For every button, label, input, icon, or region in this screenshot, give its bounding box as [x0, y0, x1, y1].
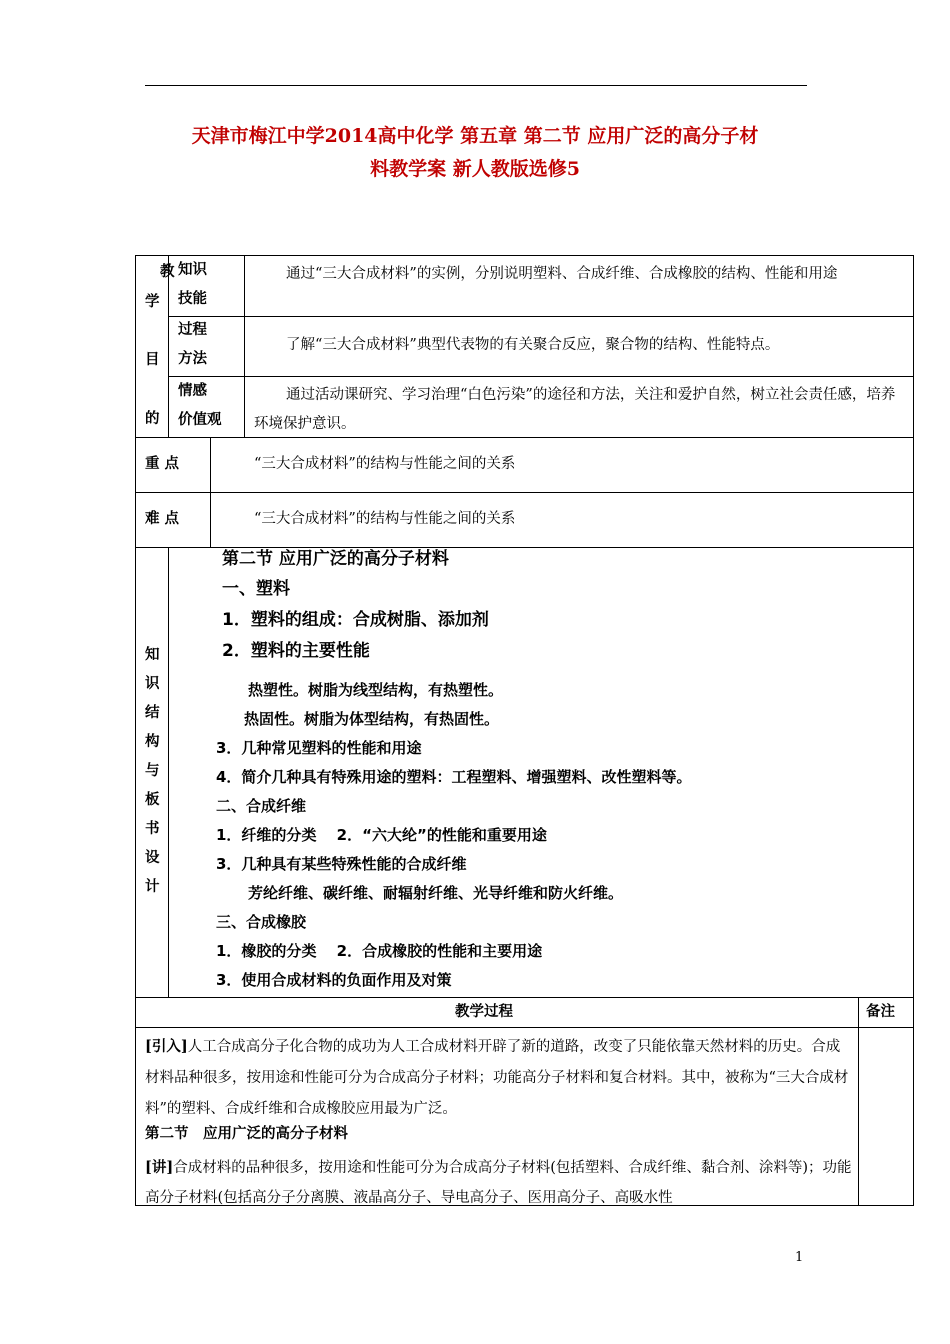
difficult-point-label: 难 点: [145, 510, 180, 527]
structure-line-1: 第二节 应用广泛的高分子材料: [222, 549, 449, 569]
structure-label-char-5: 与: [145, 762, 160, 779]
structure-label-char-3: 结: [145, 704, 160, 721]
structure-label-char-9: 计: [145, 878, 160, 895]
objective-label-process-2: 方法: [178, 350, 207, 367]
objective-label-process-1: 过程: [178, 321, 207, 338]
structure-line-7: 3．几种常见塑料的性能和用途: [216, 739, 422, 757]
objectives-label-char-4: 的: [145, 410, 160, 427]
key-point-label: 重 点: [145, 455, 180, 472]
structure-line-2: 一、塑料: [222, 579, 290, 599]
intro-paragraph: [145, 1031, 853, 1125]
lecture-tag: [讲]: [145, 1159, 174, 1176]
structure-line-13: 三、合成橡胶: [216, 913, 307, 931]
structure-label-char-2: 识: [145, 675, 160, 692]
lecture-text: 合成材料的品种很多，按用途和性能可分为合成高分子材料(包括塑料、合成纤维、黏合剂、涂料等)；功能高分子材料(包括高分子分离膜、液晶高分子、导电高分子、医用高分子、高吸水性: [145, 1160, 852, 1205]
objective-text-process: 了解“三大合成材料”典型代表物的有关聚合反应，聚合物的结构、性能特点。: [286, 337, 780, 353]
intro-text: 人工合成高分子化合物的成功为人工合成材料开辟了新的道路，改变了只能依靠天然材料的历史。合成材料品种很多，按用途和性能可分为合成高分子材料；功能高分子材料和复合材料。其中，被称为“三大合成材料”的塑料、合成纤维和合成橡胶应用最为广泛。: [145, 1039, 849, 1117]
objective-text-knowledge: 通过“三大合成材料”的实例，分别说明塑料、合成纤维、合成橡胶的结构、性能和用途: [286, 266, 838, 282]
structure-label-char-1: 知: [145, 646, 160, 663]
structure-line-12: 芳纶纤维、碳纤维、耐辐射纤维、光导纤维和防火纤维。: [248, 884, 624, 902]
notes-header: 备注: [866, 1003, 895, 1020]
structure-label-char-7: 书: [145, 820, 160, 837]
title-line-1: 天津市梅江中学2014高中化学 第五章 第二节 应用广泛的高分子材: [191, 125, 759, 147]
difficult-point-text: “三大合成材料”的结构与性能之间的关系: [254, 511, 516, 527]
objective-label-emotion-2: 价值观: [178, 411, 222, 428]
structure-line-15: 3．使用合成材料的负面作用及对策: [216, 971, 452, 989]
objective-label-knowledge-2: 技能: [178, 290, 207, 307]
structure-line-4: 2．塑料的主要性能: [222, 641, 370, 661]
process-header: 教学过程: [455, 1003, 513, 1020]
key-point-text: “三大合成材料”的结构与性能之间的关系: [254, 456, 516, 472]
objectives-label-char-1: 教: [160, 263, 175, 280]
structure-label-char-8: 设: [145, 849, 160, 866]
objective-label-emotion-1: 情感: [178, 382, 207, 399]
objective-label-knowledge-1: 知识: [178, 261, 207, 278]
header-rule: [145, 85, 807, 86]
title-line-2: 料教学案 新人教版选修5: [370, 158, 580, 180]
objective-text-emotion: 通过活动课研究、学习治理“白色污染”的途径和方法，关注和爱护自然，树立社会责任感，培养环境保护意识。: [254, 387, 896, 432]
structure-line-14: 1．橡胶的分类 2．合成橡胶的性能和主要用途: [216, 942, 543, 960]
intro-tag: [引入]: [145, 1038, 188, 1055]
document-title: [120, 120, 830, 186]
structure-line-3: 1．塑料的组成：合成树脂、添加剂: [222, 610, 489, 630]
objectives-label-char-3: 目: [145, 351, 160, 368]
objectives-label-char-2: 学: [145, 293, 160, 310]
structure-line-8: 4．简介几种具有特殊用途的塑料：工程塑料、增强塑料、改性塑料等。: [216, 768, 692, 786]
lecture-paragraph: [145, 1153, 853, 1205]
structure-label-char-6: 板: [145, 791, 160, 808]
structure-line-11: 3．几种具有某些特殊性能的合成纤维: [216, 855, 467, 873]
structure-line-6: 热固性。树脂为体型结构，有热固性。: [244, 710, 500, 728]
page-number: 1: [795, 1250, 804, 1265]
structure-line-9: 二、合成纤维: [216, 797, 307, 815]
structure-line-10: 1．纤维的分类 2．“六大纶”的性能和重要用途: [216, 826, 547, 844]
structure-label-char-4: 构: [145, 733, 160, 750]
section-title: 第二节 应用广泛的高分子材料: [145, 1125, 348, 1142]
structure-line-5: 热塑性。树脂为线型结构，有热塑性。: [248, 681, 504, 699]
